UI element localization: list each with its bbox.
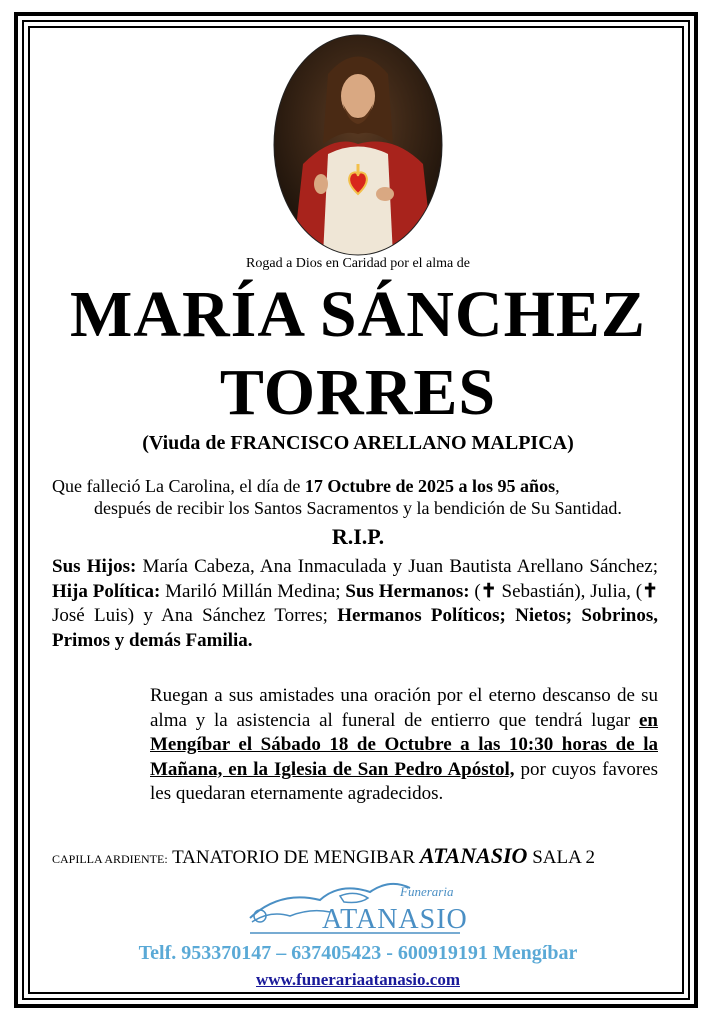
deceased-name-line2: TORRES: [219, 356, 497, 429]
website-link[interactable]: www.funerariaatanasio.com: [256, 970, 460, 989]
hijos-label: Sus Hijos:: [52, 556, 137, 577]
hermanos-text-2: Sebastián), Julia, (: [496, 580, 643, 602]
death-notice-line2: después de recibir los Santos Sacramentos y la bendición de Su Santidad.: [94, 498, 622, 518]
chapel-room: SALA 2: [527, 847, 596, 868]
hermanos-text-3: José Luis) y Ana Sánchez Torres;: [52, 605, 338, 626]
family-closing: Hermanos Políticos; Nietos; Sobrinos, Primos y demás Familia.: [52, 605, 658, 651]
hermanos-text-1: (: [469, 580, 481, 602]
death-prefix: Que falleció La Carolina, el día de: [52, 476, 305, 496]
chapel-brand: ATANASIO: [419, 843, 528, 868]
death-date-age: 17 Octubre de 2025 a los 95 años: [304, 476, 556, 496]
death-suffix: ,: [555, 476, 560, 496]
contact-phones: Telf. 953370147 – 637405423 - 600919191 Mengíbar: [138, 942, 578, 964]
logo-small-text: Funeraria: [400, 884, 454, 899]
family-paragraph: [52, 555, 658, 653]
funeral-paragraph: [150, 684, 658, 807]
chapel-line: [52, 843, 664, 869]
funeral-details: en Mengíbar el Sábado 18 de Octubre a las 10:30 horas de la Mañana, en la Iglesia de San Pedro Apóstol,: [150, 709, 658, 780]
funeral-intro: Ruegan a sus amistades una oración por el eterno descanso de su alma y la asistencia al funeral de entierro que tendrá lugar: [150, 685, 658, 731]
hija-politica-label: Hija Política:: [52, 580, 161, 602]
chapel-place: TANATORIO DE MENGIBAR: [167, 847, 420, 868]
cross-icon: ✝: [480, 580, 497, 602]
hija-politica-text: Mariló Millán Medina;: [160, 580, 346, 602]
hijos-text: María Cabeza, Ana Inmaculada y Juan Bautista Arellano Sánchez;: [136, 556, 659, 577]
sacred-heart-portrait: [273, 34, 443, 256]
funeral-closing: por cuyos favores les quedaran eternamente agradecidos.: [150, 758, 658, 804]
rip-heading: R.I.P.: [331, 524, 385, 549]
death-notice-line1: [52, 475, 664, 497]
chapel-label: CAPILLA ARDIENTE:: [52, 852, 168, 866]
funeraria-atanasio-logo: [240, 870, 470, 940]
logo-big-text: ATANASIO: [322, 904, 468, 935]
prayer-line: Rogad a Dios en Caridad por el alma de: [246, 256, 470, 271]
widow-line: (Viuda de FRANCISCO ARELLANO MALPICA): [142, 432, 574, 454]
cross-icon: ✝: [642, 580, 659, 602]
hermanos-label: Sus Hermanos:: [345, 580, 470, 602]
deceased-name-line1: MARÍA SÁNCHEZ: [70, 278, 646, 351]
